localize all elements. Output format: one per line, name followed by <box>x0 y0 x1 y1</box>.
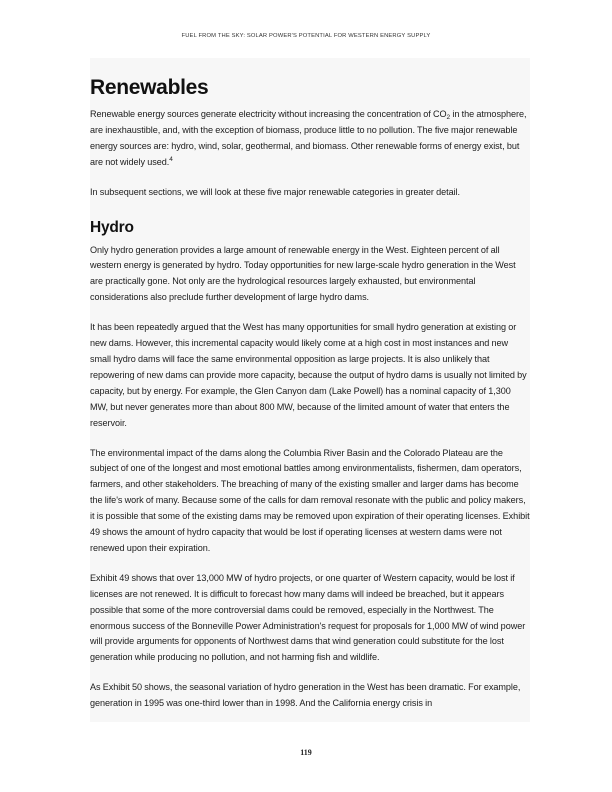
hydro-paragraph-4: Exhibit 49 shows that over 13,000 MW of hydro projects, or one quarter of Western capacity, would be lost if licenses are not renewed. It is difficult to forecast how many dams will indeed be breached, but it appears possible that some of the more controversial dams could be removed, especially in the Northwest. The enormous success of the Bonneville Power Administration's request for proposals for 1,000 MW of wind power will provide arguments for opponents of Northwest dams that wind generation could substitute for the lost generation while producing no pollution, and not harming fish and wildlife. <box>90 572 526 663</box>
section-heading-hydro: Hydro <box>90 218 134 236</box>
page-number: 119 <box>300 748 312 757</box>
footnote-marker: 4 <box>169 155 173 163</box>
co2-subscript: 2 <box>446 114 451 121</box>
renewables-p1-text-a: Renewable energy sources generate electricity without increasing the concentration of CO <box>90 109 447 119</box>
main-content <box>90 58 530 722</box>
hydro-paragraph-3: The environmental impact of the dams along the Columbia River Basin and the Colorado Plateau are the subject of one of the longest and most emotional battles among environmentalists, fishermen, dam operators, farmers, and other stakeholders. The breaching of many of the existing smaller and larger dams has become the life's work of many. Because some of the calls for dam removal resonate with the public and policy makers, it is possible that some of the existing dams may be removed upon expiration of their operating licenses. Exhibit 49 shows the amount of hydro capacity that would be lost if operating licenses at western dams were not renewed upon their expiration. <box>90 447 530 553</box>
renewables-p1-text-b: in the atmosphere, are inexhaustible, and, with the exception of biomass, produce little to no pollution. The five major renewable energy sources are: hydro, wind, solar, geothermal, and biomass. Other renewable forms of energy exist, but are not widely used. <box>90 109 527 167</box>
hydro-paragraph-1: Only hydro generation provides a large amount of renewable energy in the West. Eighteen percent of all western energy is generated by hydro. Today opportunities for new large-scale hydro generation in the West are practically gone. Not only are the hydrological resources largely exhausted, but environmental considerations also preclude further development of large hydro dams. <box>90 244 516 303</box>
renewables-paragraph-2: In subsequent sections, we will look at these five major renewable categories in greater detail. <box>90 186 460 197</box>
hydro-paragraph-5: As Exhibit 50 shows, the seasonal variation of hydro generation in the West has been dramatic. For example, generation in 1995 was one-third lower than in 1998. And the California energy crisis in <box>90 682 521 709</box>
section-heading-renewables: Renewables <box>90 76 209 99</box>
running-header: FUEL FROM THE SKY: SOLAR POWER'S POTENTIAL FOR WESTERN ENERGY SUPPLY <box>181 33 431 39</box>
hydro-paragraph-2: It has been repeatedly argued that the West has many opportunities for small hydro generation at existing or new dams. However, this incremental capacity would likely come at a high cost in most instances and new small hydro dams will face the same environmental opposition as large projects. It is also unlikely that repowering of new dams can provide more capacity, because the output of hydro dams is usually not limited by capacity, but by energy. For example, the Glen Canyon dam (Lake Powell) has a nominal capacity of 1,300 MW, but never generates more than about 800 MW, because of the limited amount of water that enters the reservoir. <box>90 322 527 428</box>
renewables-paragraph-1 <box>90 107 530 171</box>
